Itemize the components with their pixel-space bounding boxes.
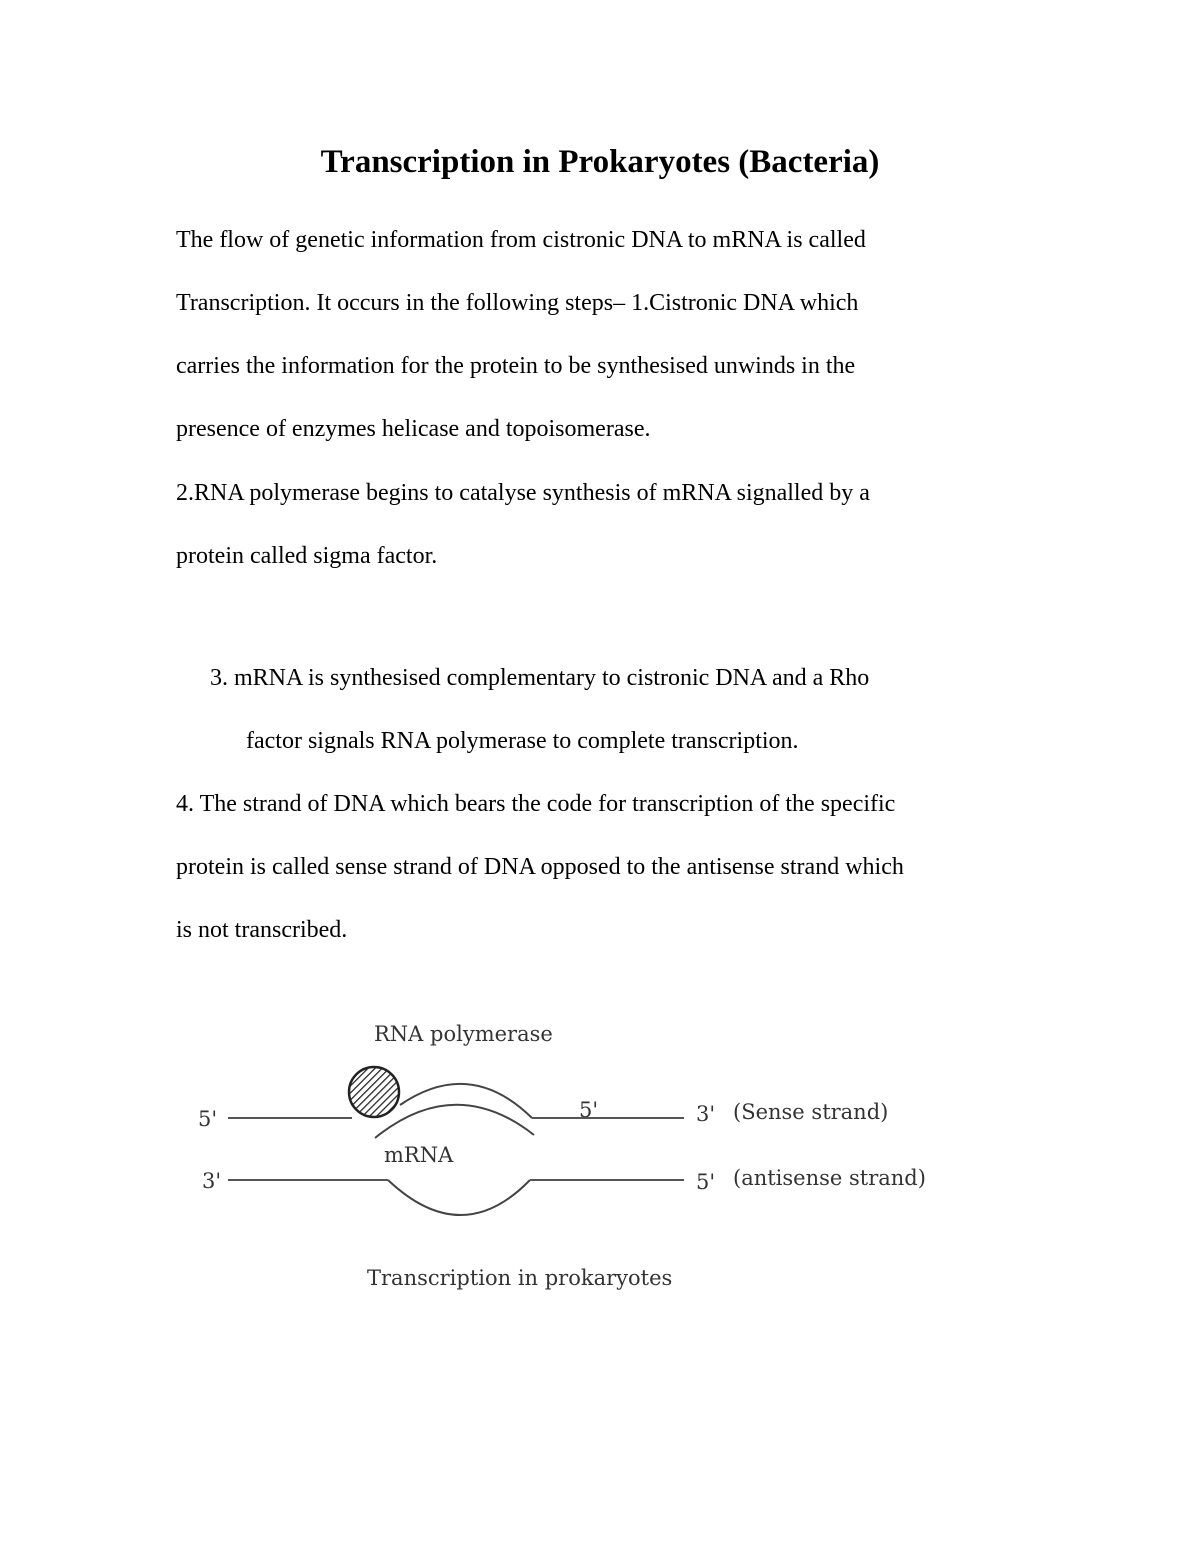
paragraph-4-line-3: is not transcribed. bbox=[176, 917, 348, 943]
sense-strand-bulge bbox=[400, 1084, 532, 1118]
sense-5-prime-label: 5' bbox=[198, 1107, 218, 1131]
paragraph-4-line-1: 4. The strand of DNA which bears the code for transcription of the specific bbox=[176, 791, 896, 817]
antisense-3-prime-label: 3' bbox=[202, 1169, 222, 1193]
figure-caption: Transcription in prokaryotes bbox=[367, 1266, 673, 1290]
paragraph-3-line-1: 3. mRNA is synthesised complementary to cistronic DNA and a Rho bbox=[210, 665, 870, 691]
document-title: Transcription in Prokaryotes (Bacteria) bbox=[320, 144, 880, 180]
mrna-strand bbox=[375, 1105, 534, 1138]
paragraph-2-line-2: protein called sigma factor. bbox=[176, 543, 438, 569]
paragraph-1-line-4: presence of enzymes helicase and topoisomerase. bbox=[176, 416, 651, 442]
antisense-5-prime-label: 5' bbox=[696, 1170, 716, 1194]
antisense-strand-bulge bbox=[388, 1180, 530, 1215]
sense-strand-name: (Sense strand) bbox=[733, 1100, 889, 1124]
mrna-5-prime-label: 5' bbox=[579, 1098, 599, 1122]
paragraph-1-line-1: The flow of genetic information from cistronic DNA to mRNA is called bbox=[176, 227, 866, 253]
rna-polymerase-enzyme bbox=[349, 1067, 399, 1117]
paragraph-1-line-3: carries the information for the protein to be synthesised unwinds in the bbox=[176, 353, 856, 379]
paragraph-1-line-2: Transcription. It occurs in the following steps– 1.Cistronic DNA which bbox=[176, 290, 859, 316]
paragraph-3-line-2: factor signals RNA polymerase to complete transcription. bbox=[246, 728, 799, 754]
rna-polymerase-label: RNA polymerase bbox=[374, 1022, 553, 1046]
paragraph-2-line-1: 2.RNA polymerase begins to catalyse synthesis of mRNA signalled by a bbox=[176, 480, 870, 506]
paragraph-4-line-2: protein is called sense strand of DNA opposed to the antisense strand which bbox=[176, 854, 904, 880]
sense-3-prime-label: 3' bbox=[696, 1102, 716, 1126]
mrna-label: mRNA bbox=[384, 1143, 454, 1167]
antisense-strand-name: (antisense strand) bbox=[733, 1166, 926, 1190]
